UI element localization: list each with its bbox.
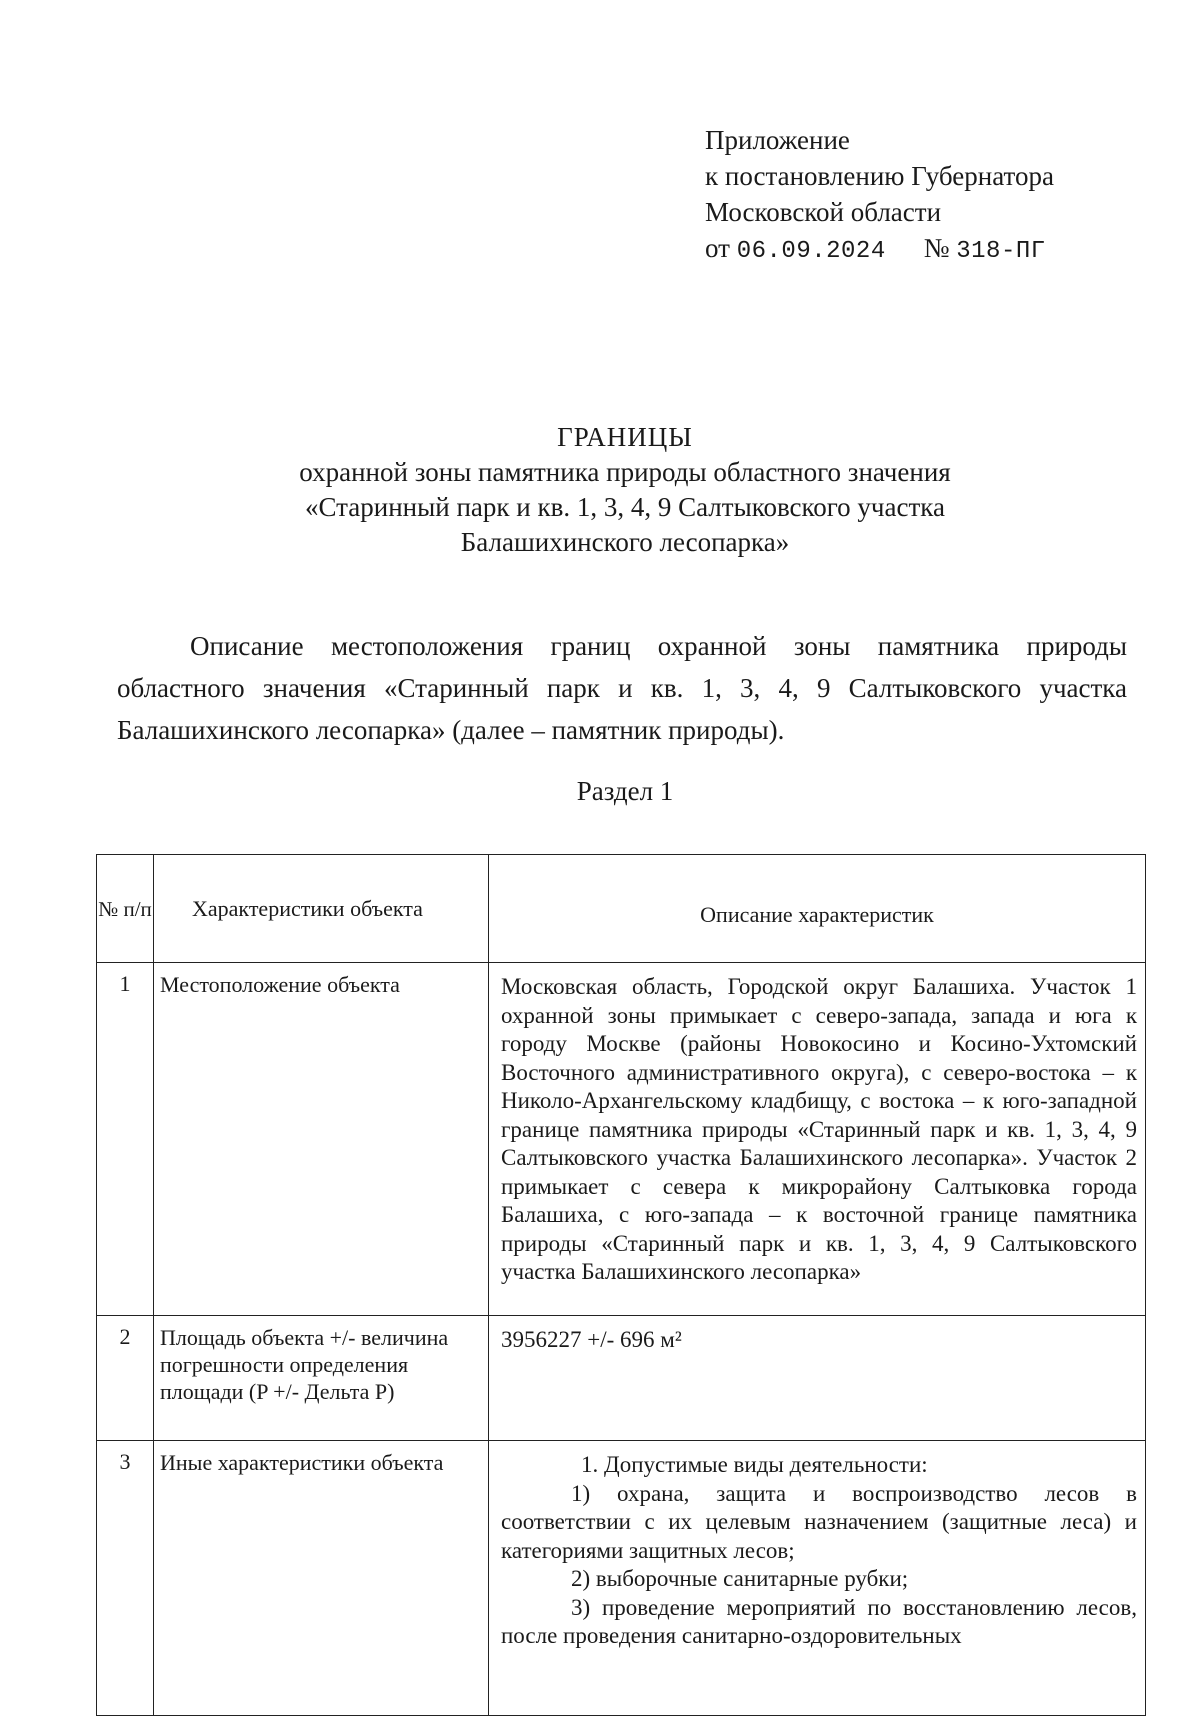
characteristics-table xyxy=(96,854,1146,1716)
resolution-number: 318-ПГ xyxy=(956,238,1046,265)
row-characteristic: Местоположение объекта xyxy=(154,963,489,1316)
date-prefix: от xyxy=(705,233,730,263)
resolution-date: 06.09.2024 xyxy=(736,238,886,265)
appendix-date-line xyxy=(705,230,1054,270)
row-number: 2 xyxy=(97,1316,154,1441)
number-prefix: № xyxy=(923,233,950,263)
appendix-region-line: Московской области xyxy=(705,197,942,227)
title-heading: ГРАНИЦЫ xyxy=(557,422,693,452)
header-num: № п/п xyxy=(97,855,154,963)
intro-paragraph: Описание местоположения границ охранной зоны памятника природы областного значения «Старинный парк и кв. 1, 3, 4, 9 Салтыковского участка Балашихинского лесопарка» (далее – памятник природы). xyxy=(117,631,1127,745)
table-row xyxy=(97,1441,1146,1716)
title-line-3: Балашихинского лесопарка» xyxy=(460,527,790,557)
list-item: 2) выборочные санитарные рубки; xyxy=(571,1566,909,1591)
row-description: Московская область, Городской округ Балашиха. Участок 1 охранной зоны примыкает с северо-запада, запада и юга к городу Москве (районы Новокосино и Косино-Ухтомский Восточного административного округа), с северо-востока – к Николо-Архангельскому кладбищу, с востока – к юго-западной границе памятника природы «Старинный парк и кв. 1, 3, 4, 9 Салтыковского участка Балашихинского лесопарка». Участок 2 примыкает с севера к микрорайону Салтыковка города Балашиха, с юго-запада – к восточной границе памятника природы «Старинный парк и кв. 1, 3, 4, 9 Салтыковского участка Балашихинского лесопарка» xyxy=(489,963,1146,1316)
title-line-1: охранной зоны памятника природы областного значения xyxy=(299,457,951,487)
row-characteristic: Иные характеристики объекта xyxy=(154,1441,489,1716)
row-description xyxy=(489,1441,1146,1716)
appendix-resolution-line: к постановлению Губернатора xyxy=(705,161,1054,191)
appendix-title: Приложение xyxy=(705,125,850,155)
allowed-activities-heading: 1. Допустимые виды деятельности: xyxy=(581,1452,928,1477)
row-number: 1 xyxy=(97,963,154,1316)
list-item: 3) проведение мероприятий по восстановлению лесов, после проведения санитарно-оздоровительных xyxy=(501,1594,1137,1648)
list-item: 1) охрана, защита и воспроизводство лесов в соответствии с их целевым назначением (защитные леса) и категориями защитных лесов; xyxy=(501,1480,1137,1563)
table-row xyxy=(97,1316,1146,1441)
header-description: Описание характеристик xyxy=(489,855,1146,963)
header-characteristic: Характеристики объекта xyxy=(154,855,489,963)
table-header-row xyxy=(97,855,1146,963)
row-description: 3956227 +/- 696 м² xyxy=(489,1316,1146,1441)
row-number: 3 xyxy=(97,1441,154,1716)
row-characteristic: Площадь объекта +/- величина погрешности определения площади (P +/- Дельта P) xyxy=(154,1316,489,1441)
document-title xyxy=(0,420,1200,560)
table-row xyxy=(97,963,1146,1316)
section-label: Раздел 1 xyxy=(576,776,674,806)
appendix-block xyxy=(705,122,1054,270)
title-line-2: «Старинный парк и кв. 1, 3, 4, 9 Салтыковского участка xyxy=(305,492,945,522)
